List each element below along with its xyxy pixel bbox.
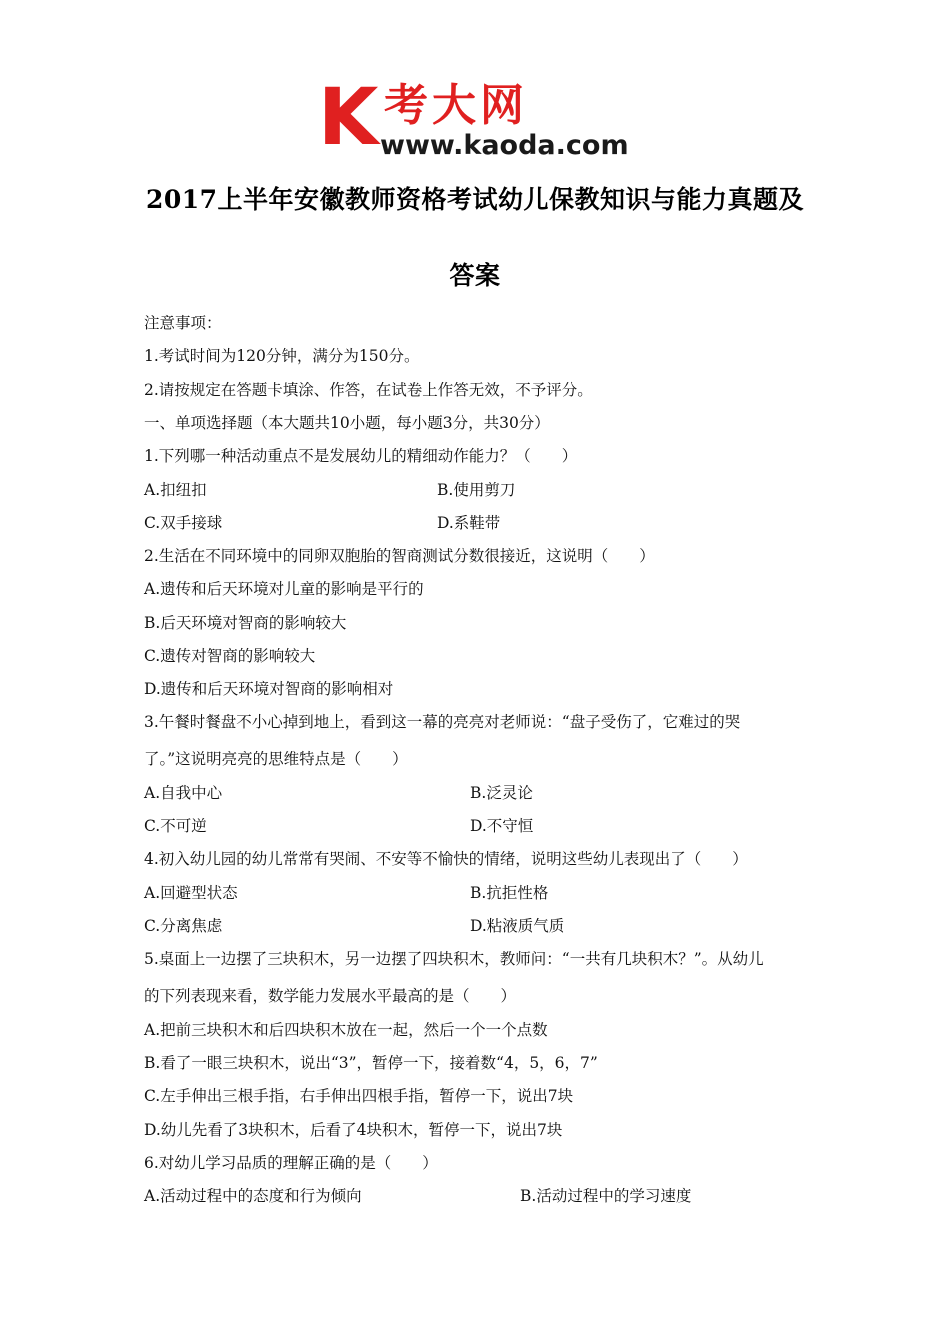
option-b: B.后天环境对智商的影响较大 [144, 614, 347, 632]
note-item: 2.请按规定在答题卡填涂、作答，在试卷上作答无效，不予评分。 [144, 381, 593, 399]
option-b: B.活动过程中的学习速度 [520, 1187, 692, 1205]
section-heading: 一、单项选择题（本大题共10小题，每小题3分，共30分） [144, 414, 550, 432]
option-b: B.抗拒性格 [470, 884, 549, 902]
logo-brand-cn: 考大网 [384, 80, 528, 131]
option-c: C.遗传对智商的影响较大 [144, 647, 316, 665]
question-stem-cont: 的下列表现来看，数学能力发展水平最高的是（ ） [144, 987, 517, 1005]
option-d: D.幼儿先看了3块积木，后看了4块积木，暂停一下，说出7块 [144, 1121, 563, 1139]
document-title-line2: 答案 [449, 261, 501, 290]
logo-url: www.kaoda.com [380, 130, 629, 160]
notes-heading: 注意事项： [144, 314, 222, 332]
option-a: A.扣纽扣 [144, 481, 207, 499]
note-item: 1.考试时间为120分钟，满分为150分。 [144, 347, 420, 365]
option-b: B.使用剪刀 [437, 481, 516, 499]
question-stem: 6.对幼儿学习品质的理解正确的是（ ） [144, 1154, 438, 1172]
option-d: D.粘液质气质 [470, 917, 565, 935]
option-c: C.不可逆 [144, 817, 207, 835]
option-a: A.活动过程中的态度和行为倾向 [144, 1187, 362, 1205]
kaoda-logo [318, 78, 638, 160]
option-d: D.系鞋带 [437, 514, 501, 532]
option-d: D.不守恒 [470, 817, 534, 835]
question-stem: 4.初入幼儿园的幼儿常常有哭闹、不安等不愉快的情绪，说明这些幼儿表现出了（ ） [144, 850, 748, 868]
option-a: A.自我中心 [144, 784, 223, 802]
option-c: C.左手伸出三根手指，右手伸出四根手指，暂停一下，说出7块 [144, 1087, 574, 1105]
option-b: B.看了一眼三块积木，说出“3”，暂停一下，接着数“4，5，6，7” [144, 1054, 598, 1072]
logo-k-letter: K [318, 78, 379, 160]
option-d: D.遗传和后天环境对智商的影响相对 [144, 680, 394, 698]
question-stem: 2.生活在不同环境中的同卵双胞胎的智商测试分数很接近，这说明（ ） [144, 547, 655, 565]
option-a: A.把前三块积木和后四块积木放在一起，然后一个一个点数 [144, 1021, 548, 1039]
question-stem: 3.午餐时餐盘不小心掉到地上，看到这一幕的亮亮对老师说：“盘子受伤了，它难过的哭 [144, 713, 741, 731]
option-c: C.双手接球 [144, 514, 223, 532]
document-title-line1: 2017上半年安徽教师资格考试幼儿保教知识与能力真题及 [145, 185, 805, 214]
option-a: A.遗传和后天环境对儿童的影响是平行的 [144, 580, 424, 598]
option-c: C.分离焦虑 [144, 917, 223, 935]
kaoda-logo-graphic [318, 78, 638, 160]
option-a: A.回避型状态 [144, 884, 238, 902]
option-b: B.泛灵论 [470, 784, 533, 802]
question-stem: 5.桌面上一边摆了三块积木，另一边摆了四块积木，教师问：“一共有几块积木？”。从幼儿 [144, 950, 764, 968]
question-stem: 1.下列哪一种活动重点不是发展幼儿的精细动作能力？（ ） [144, 447, 578, 465]
question-stem-cont: 了。”这说明亮亮的思维特点是（ ） [144, 750, 408, 768]
